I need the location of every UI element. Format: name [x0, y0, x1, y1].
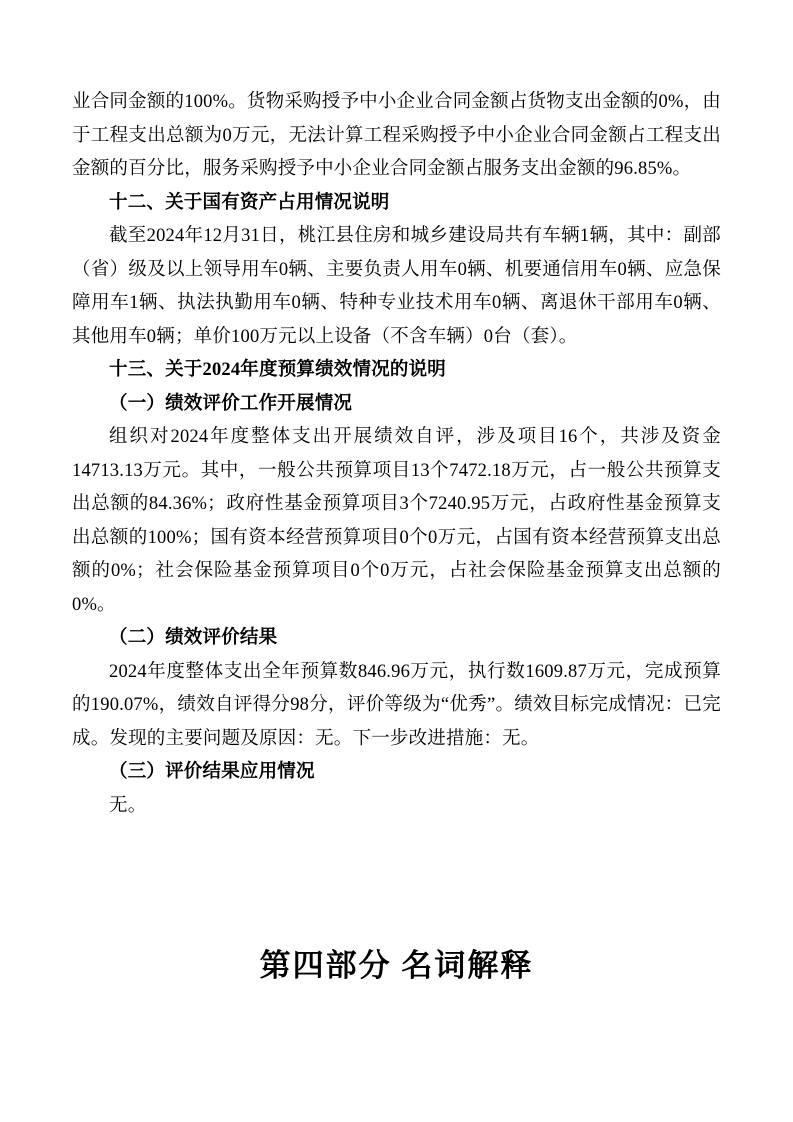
- subheading-performance-work: （一）绩效评价工作开展情况: [109, 393, 353, 414]
- part-title: 第四部分 名词解释: [259, 948, 534, 983]
- paragraph-continued-procurement: 业合同金额的100%。货物采购授予中小企业合同金额占货物支出金额的0%，由于工程支出总额为0万元，无法计算工程采购授予中小企业合同金额占工程支出金额的百分比，服务采购授予中小企业合同金额占服务支出金额的96.85%。: [72, 92, 721, 179]
- heading-section-13: 十三、关于2024年度预算绩效情况的说明: [109, 360, 447, 380]
- paragraph-performance-work: 组织对2024年度整体支出开展绩效自评，涉及项目16个，共涉及资金14713.13万元。其中，一般公共预算项目13个7472.18万元，占一般公共预算支出总额的84.36%；政府性基金预算项目3个7240.95万元，占政府性基金预算支出总额的100%；国有资本经营预算项目0个0万元，占国有资本经营预算支出总额的0%；社会保险基金预算项目0个0万元，占社会保险基金预算支出总额的0%。: [72, 427, 721, 615]
- document-body: [72, 86, 721, 823]
- paragraph-state-assets: 截至2024年12月31日，桃江县住房和城乡建设局共有车辆1辆，其中：副部（省）级及以上领导用车0辆、主要负责人用车0辆、机要通信用车0辆、应急保障用车1辆、执法执勤用车0辆、特种专业技术用车0辆、离退休干部用车0辆、其他用车0辆；单价100万元以上设备（不含车辆）0台（套）。: [72, 226, 721, 347]
- subheading-result-application: （三）评价结果应用情况: [109, 762, 315, 782]
- subheading-performance-result: （二）绩效评价结果: [109, 628, 278, 648]
- paragraph-result-application: 无。: [109, 795, 147, 816]
- heading-section-12: 十二、关于国有资产占用情况说明: [109, 192, 390, 213]
- paragraph-performance-result: 2024年度整体支出全年预算数846.96万元，执行数1609.87万元，完成预算的190.07%，绩效自评得分98分，评价等级为“优秀”。绩效目标完成情况：已完成。发现的主要问题及原因：无。下一步改进措施：无。: [72, 661, 721, 749]
